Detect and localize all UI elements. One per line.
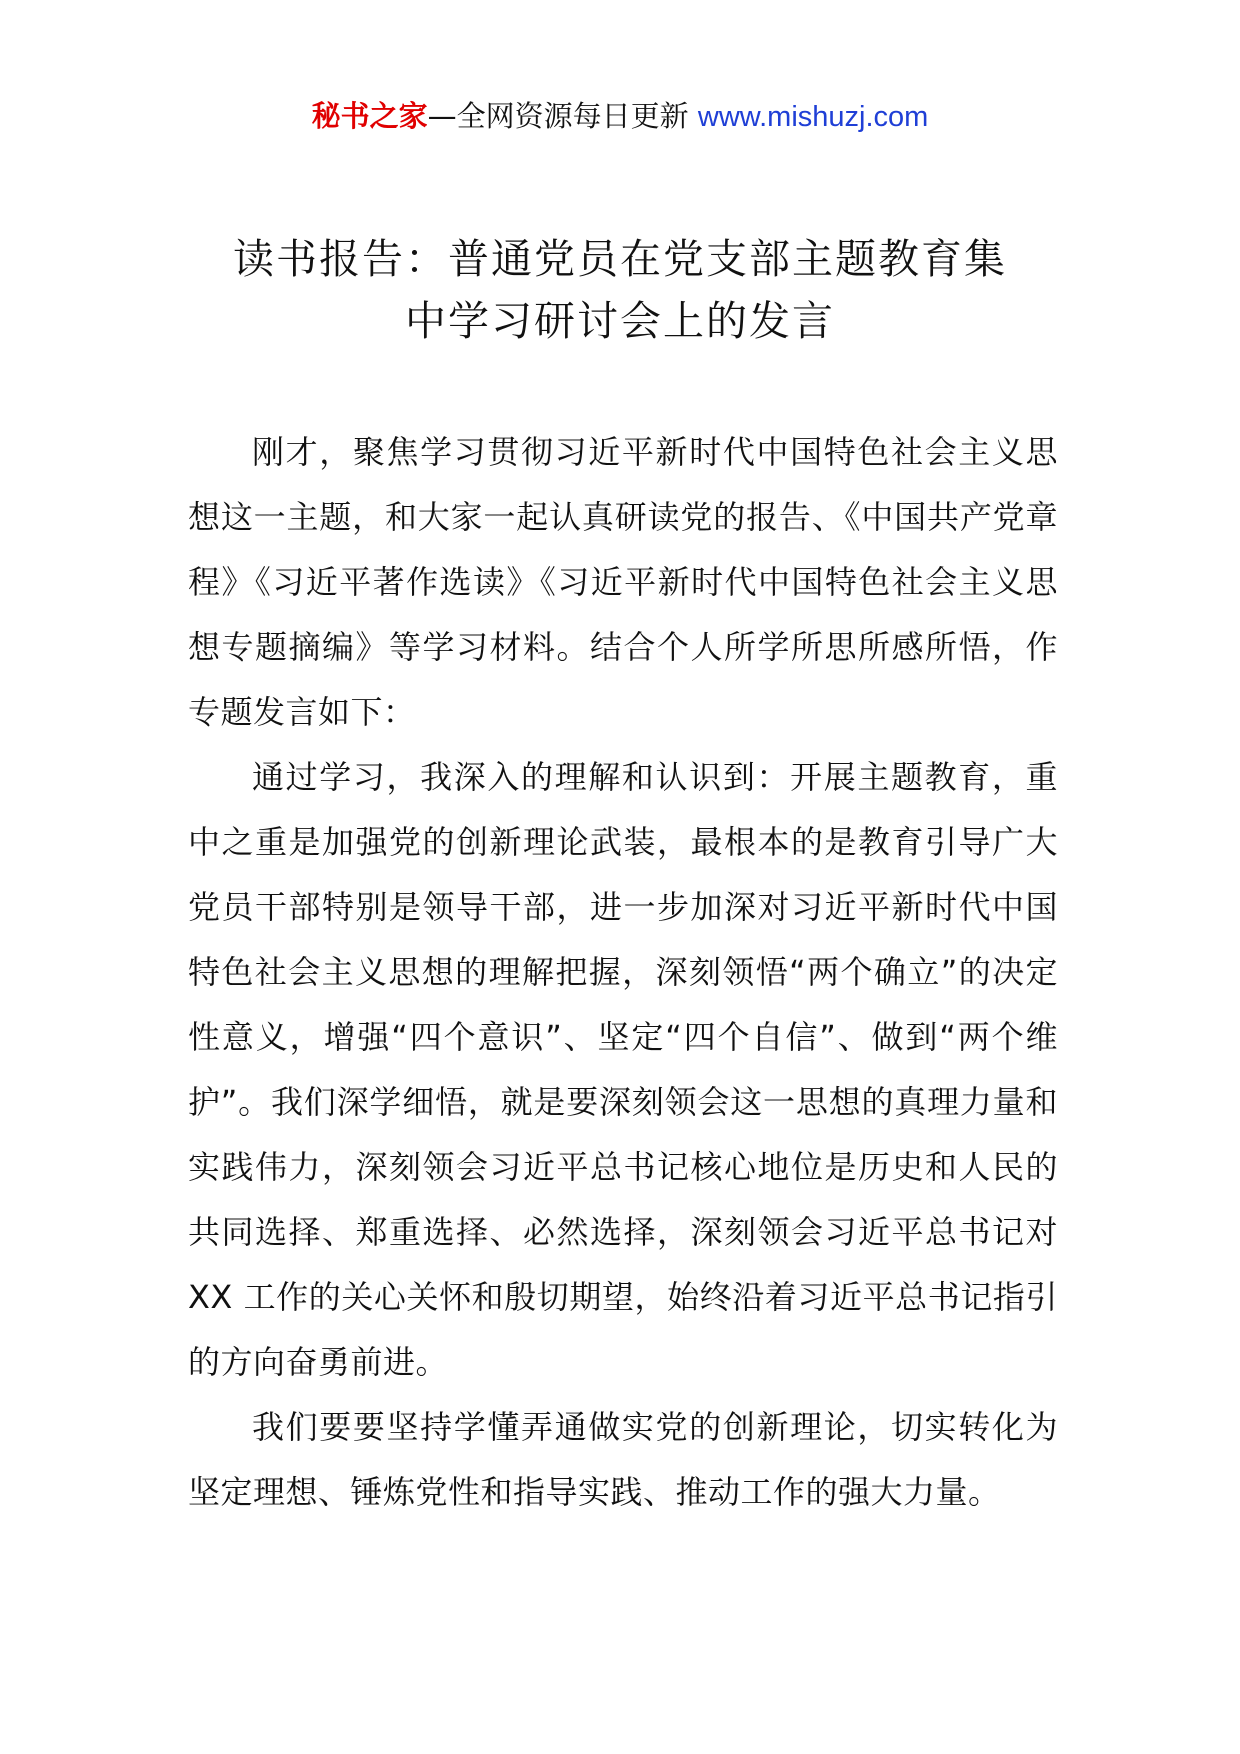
site-url-link[interactable]: www.mishuzj.com <box>697 101 929 133</box>
paragraph-3: 我们要要坚持学懂弄通做实党的创新理论，切实转化为坚定理想、锤炼党性和指导实践、推动工作的强大力量。 <box>188 1408 1058 1511</box>
site-tagline: —全网资源每日更新 <box>427 99 698 133</box>
site-header <box>0 96 1240 137</box>
site-brand: 秘书之家 <box>311 99 428 133</box>
paragraph-2: 通过学习，我深入的理解和认识到：开展主题教育，重中之重是加强党的创新理论武装，最根本的是教育引导广大党员干部特别是领导干部，进一步加深对习近平新时代中国特色社会主义思想的理解把握，深刻领悟“两个确立”的决定性意义，增强“四个意识”、坚定“四个自信”、做到“两个维护”。我们深学细悟，就是要深刻领会这一思想的真理力量和实践伟力，深刻领会习近平总书记核心地位是历史和人民的共同选择、郑重选择、必然选择，深刻领会习近平总书记对 XX 工作的关心关怀和殷切期望，始终沿着习近平总书记指引的方向奋勇前进。 <box>188 758 1058 1381</box>
document-title-line-2: 中学习研讨会上的发言 <box>405 297 835 345</box>
document-title <box>150 228 1090 352</box>
document-body <box>188 420 1058 1525</box>
paragraph-1: 刚才，聚焦学习贯彻习近平新时代中国特色社会主义思想这一主题，和大家一起认真研读党的报告、《中国共产党章程》《习近平著作选读》《习近平新时代中国特色社会主义思想专题摘编》等学习材料。结合个人所学所思所感所悟，作专题发言如下： <box>188 433 1058 731</box>
document-title-line-1: 读书报告：普通党员在党支部主题教育集 <box>233 235 1007 283</box>
